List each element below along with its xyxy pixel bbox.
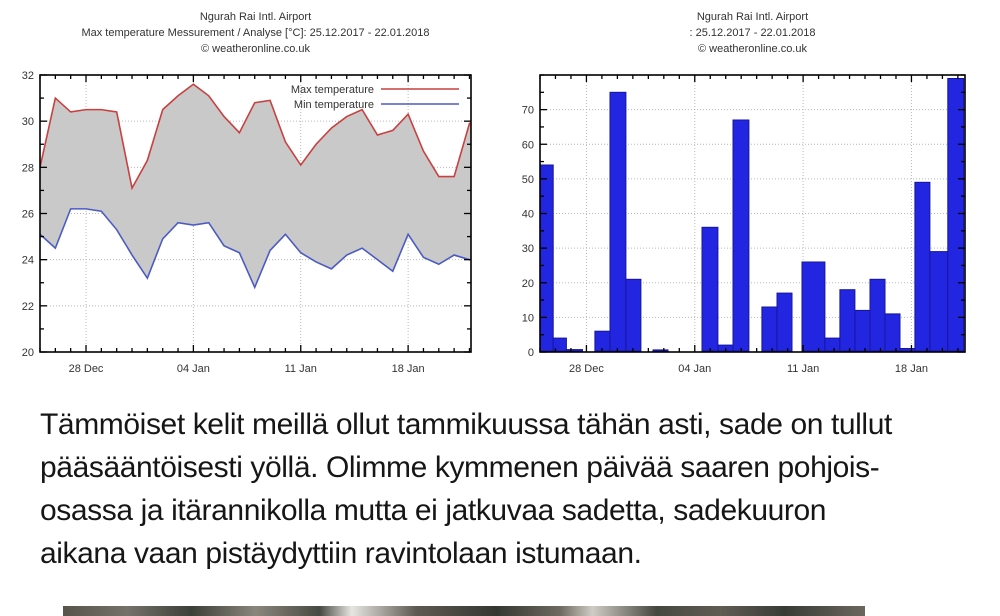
precip-bar bbox=[610, 92, 626, 351]
station-name: Ngurah Rai Intl. Airport bbox=[199, 11, 312, 23]
x-tick-label: 04 Jan bbox=[176, 363, 210, 375]
y-tick-label: 30 bbox=[21, 116, 34, 129]
precip-bar bbox=[762, 307, 777, 351]
x-tick-label: 18 Jan bbox=[894, 363, 928, 375]
precipitation-chart-grid bbox=[541, 76, 964, 351]
precip-bar bbox=[733, 120, 749, 351]
precip-bar bbox=[574, 350, 583, 351]
x-tick-label: 04 Jan bbox=[678, 363, 712, 375]
precip-bar bbox=[626, 279, 641, 351]
measurement-period: : 25.12.2017 - 22.01.2018 bbox=[689, 27, 816, 39]
precip-bar bbox=[870, 279, 885, 351]
station-name: Ngurah Rai Intl. Airport bbox=[696, 11, 809, 23]
precip-bar bbox=[566, 350, 574, 351]
caption-line: osassa ja itärannikolla mutta ei jatkuvaa sadetta, sadekuuron bbox=[40, 494, 827, 527]
precipitation-chart-y-labels bbox=[522, 105, 534, 359]
temperature-chart-x-labels bbox=[69, 363, 425, 375]
y-tick-label: 40 bbox=[521, 208, 534, 221]
copyright: © weatheronline.co.uk bbox=[200, 43, 310, 55]
y-tick-label: 32 bbox=[21, 70, 34, 82]
copyright: © weatheronline.co.uk bbox=[697, 43, 807, 55]
cropped-photo-strip bbox=[63, 606, 865, 616]
measurement-period: Max temperature Messurement / Analyse [°C]: 25.12.2017 - 22.01.2018 bbox=[81, 27, 430, 39]
y-tick-label: 30 bbox=[521, 243, 534, 256]
precip-bar bbox=[885, 314, 900, 351]
temperature-chart-y-labels bbox=[22, 70, 34, 359]
y-tick-label: 0 bbox=[527, 347, 534, 359]
precip-bar bbox=[540, 165, 553, 351]
temperature-legend bbox=[291, 84, 459, 111]
legend-label: Min temperature bbox=[293, 99, 374, 111]
caption-text bbox=[40, 403, 990, 575]
precip-bar bbox=[653, 350, 668, 351]
y-tick-label: 28 bbox=[21, 162, 34, 175]
precip-bar bbox=[777, 293, 792, 351]
y-tick-label: 50 bbox=[521, 173, 534, 186]
precipitation-chart-bars bbox=[540, 79, 964, 352]
precip-bar bbox=[855, 310, 870, 351]
precip-bar bbox=[825, 338, 840, 351]
x-tick-label: 28 Dec bbox=[569, 363, 604, 375]
y-tick-label: 24 bbox=[21, 254, 34, 267]
precip-bar bbox=[802, 262, 825, 351]
temperature-chart-fill-area bbox=[40, 84, 471, 287]
y-tick-label: 26 bbox=[21, 208, 34, 221]
y-tick-label: 20 bbox=[21, 347, 34, 359]
y-tick-label: 70 bbox=[521, 104, 534, 117]
precip-bar bbox=[915, 182, 930, 351]
precip-bar bbox=[702, 227, 718, 351]
caption-line: pääsääntöisesti yöllä. Olimme kymmenen päivää saaren pohjois- bbox=[40, 451, 880, 484]
temperature-chart bbox=[22, 70, 471, 375]
y-tick-label: 10 bbox=[521, 312, 534, 325]
precip-bar bbox=[948, 79, 964, 352]
y-tick-label: 60 bbox=[521, 139, 534, 152]
x-tick-label: 11 Jan bbox=[787, 363, 820, 375]
caption-line: aikana vaan pistäydyttiin ravintolaan istumaan. bbox=[40, 537, 642, 570]
caption-line: Tämmöiset kelit meillä ollut tammikuussa tähän asti, sade on tullut bbox=[40, 408, 892, 441]
precipitation-chart bbox=[522, 75, 965, 375]
y-tick-label: 22 bbox=[21, 300, 34, 313]
x-tick-label: 28 Dec bbox=[68, 363, 104, 375]
precipitation-chart-x-labels bbox=[569, 363, 928, 375]
precip-bar bbox=[840, 290, 855, 351]
precip-bar bbox=[900, 349, 915, 352]
x-tick-label: 11 Jan bbox=[284, 363, 317, 375]
x-tick-label: 18 Jan bbox=[391, 363, 425, 375]
precip-bar bbox=[930, 252, 948, 351]
y-tick-label: 20 bbox=[521, 277, 534, 290]
legend-label: Max temperature bbox=[290, 84, 374, 96]
